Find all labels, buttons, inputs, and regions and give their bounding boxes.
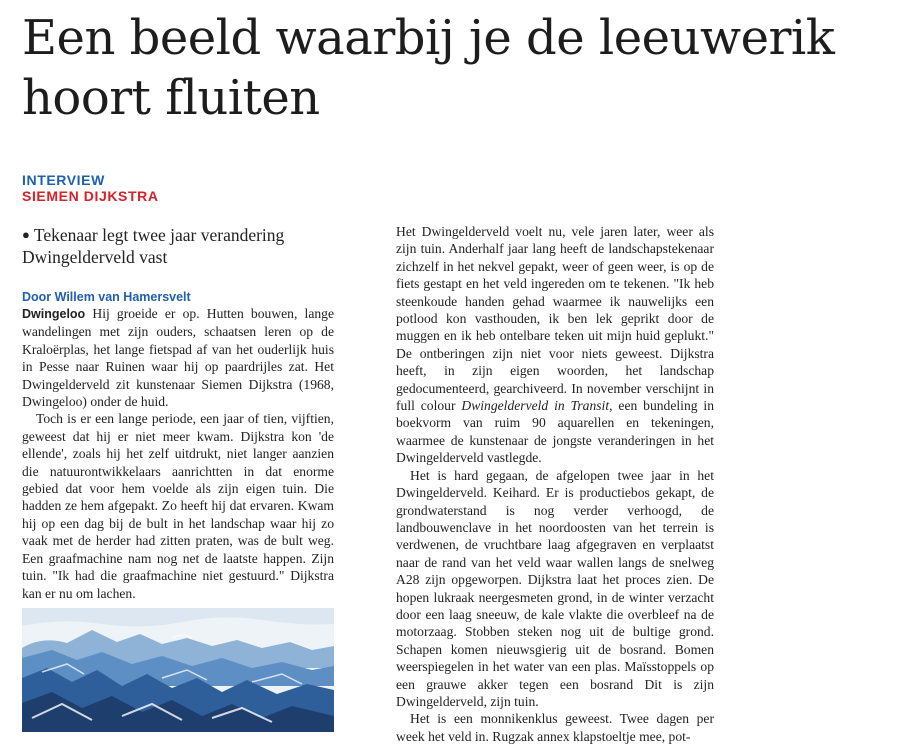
byline: Door Willem van Hamersvelt [22, 290, 191, 304]
kicker-interview: INTERVIEW [22, 172, 105, 188]
paragraph-text: , een bundeling in boekvorm van ruim 90 aquarellen en tekeningen, waarmee de kunstenaar de jongste veranderingen in het Dwingelderveld vastlegde. [396, 398, 715, 466]
paragraph: Toch is er een lange periode, een jaar of tien, vijftien, geweest dat hij er niet meer kwam. Dijkstra kon 'de ellende', zoals hij het zelf uitdrukt, niet langer aanzien die natuurontwikkelaars aanrichtten in dat enorme gebied dat voor hem voelde als zijn eigen tuin. Die hadden ze hem afgepakt. Zo heeft hij dat ervaren. Kwam hij op een dag bij de bult in het landschap waar hij zo vaak met de herder had zitten praten, was de bult weg. Een graafmachine nam nog net de laatste happen. Zijn tuin. "Ik had die graafmachine niet gestuurd." Dijkstra kan er nu om lachen. [22, 411, 334, 601]
lead [22, 224, 352, 268]
article-column-2 [396, 223, 714, 745]
bullet-icon: ● [22, 227, 30, 242]
paragraph: Het is een monnikenklus geweest. Twee dagen per week het veld in. Rugzak annex klapstoeltje mee, pot- [396, 711, 714, 744]
article-column-1 [22, 305, 334, 602]
headline: Een beeld waarbij je de leeuwerik hoort fluiten [22, 10, 835, 126]
paragraph [22, 305, 334, 410]
paragraph-text: Hij groeide er op. Hutten bouwen, lange wandelingen met zijn ouders, schaatsen leren op de Kraloërplas, het lange fietspad af van het ouderlijk huis in Pesse naar Ruinen waar hij op paardrijles zat. Het Dwingelderveld zit kunstenaar Siemen Dijkstra (1968, Dwingeloo) onder de huid. [22, 306, 334, 410]
kicker-name: SIEMEN DIJKSTRA [22, 188, 159, 204]
paragraph [396, 223, 714, 467]
watercolor-illustration [22, 608, 334, 732]
dateline: Dwingeloo [22, 307, 86, 321]
paragraph-text: Het Dwingelderveld voelt nu, vele jaren later, weer als zijn tuin. Anderhalf jaar lang heeft de landschapstekenaar zichzelf in het nekvel gepakt, weer of geen weer, is op de fiets gestapt en het veld ingereden om te tekenen. "Ik heb steenkoude handen gehad waarmee ik nauwelijks een potlood kon vasthouden, ik ben lek geprikt door de muggen en ik heb ontelbare teken uit mijn huid geplukt." De ontberingen zijn niet voor niets geweest. Dijkstra heeft, in zijn eigen woorden, het landschap gedocumenteerd, gearchiveerd. In november verschijnt in full colour [396, 224, 714, 414]
kicker [22, 172, 159, 204]
lead-text: Tekenaar legt twee jaar verandering Dwingelderveld vast [22, 225, 285, 267]
book-title: Dwingelderveld in Transit [461, 398, 610, 414]
paragraph: Het is hard gegaan, de afgelopen twee jaar in het Dwingelderveld. Keihard. Er is productiebos gekapt, de grondwaterstand is nog verder verhoogd, de landbouwenclave in het noordoosten van het terrein is verdwenen, de vruchtbare laag afgegraven en verplaatst naar de rand van het veld waar wallen langs de snelweg A28 zijn opgeworpen. Dijkstra laat het proces zien. De hopen lukraak neergesmeten grond, in de winter verzacht door een laag sneeuw, de kale vlakte die overbleef na de motorzaag. Stobben steken nog uit de bultige grond. Schapen komen nieuwsgierig uit de bosrand. Bomen weerspiegelen in het water van een plas. Maïsstoppels op een grauwe akker tegen een bosrand Dit is zijn Dwingelderveld, zijn tuin. [396, 467, 714, 709]
